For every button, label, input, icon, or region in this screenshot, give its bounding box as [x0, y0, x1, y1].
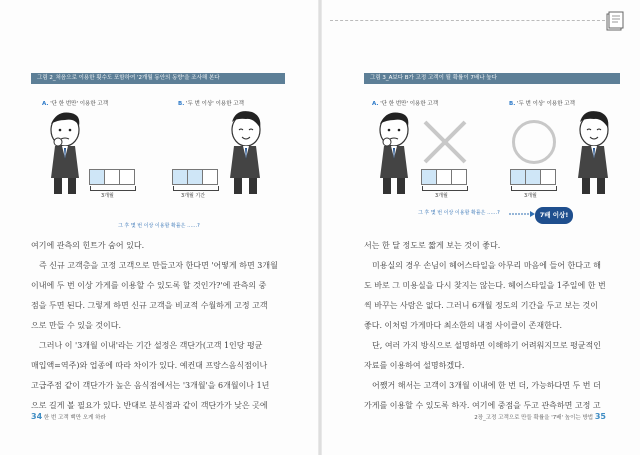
pane-b-tag: B.	[509, 101, 516, 107]
text-line: 점을 두면 된다. 그렇게 하면 신규 고객을 비교적 수월하게 고정 고객	[31, 301, 268, 310]
right-footer	[474, 412, 606, 421]
thinking-man-illustration	[374, 108, 419, 196]
pane-a-text: '단 한 번만' 이용한 고객	[380, 101, 439, 107]
month-cell	[421, 169, 437, 185]
bracket-a	[422, 186, 468, 191]
month-cell	[510, 169, 526, 185]
caption-3-months: 3개월	[524, 193, 537, 199]
month-cell	[119, 169, 135, 185]
text-line: 어쨌거 해서는 고객이 3개월 이내에 한 번 더, 가능하다면 두 번 더	[372, 381, 601, 390]
cross-mark-icon	[421, 118, 469, 166]
text-line: 단, 여러 가지 방식으로 설명하면 이해하기 어려워지므로 평균적인	[372, 341, 601, 350]
text-line: 서는 한 달 정도로 짧게 보는 것이 좋다.	[364, 241, 501, 250]
left-footer	[31, 412, 106, 421]
pane-a-text: '단 한 번만' 이용한 고객	[50, 101, 109, 107]
text-line: 좋다. 이처럼 가게마다 최소한의 내점 사이클이 존재한다.	[364, 321, 563, 330]
page-number: 34	[31, 412, 43, 421]
month-cell	[89, 169, 105, 185]
month-cell	[187, 169, 203, 185]
text-line: 으로 길게 볼 필요가 있다. 반대로 분식점과 같이 객단가가 낮은 곳에	[31, 401, 268, 410]
month-cell	[525, 169, 541, 185]
text-line: 가게를 이용할 수 있도록 하자. 여기에 중점을 두고 관측하면 고정 고	[364, 401, 601, 410]
page-number: 35	[594, 412, 606, 421]
text-line: 이내에 두 번 이상 가게를 이용할 수 있도록 할 것인가?'에 관측의 중	[31, 281, 267, 290]
figure-question: 그 후 몇 번 이상 이용할 확률은 ……?	[418, 210, 500, 216]
text-line: 씩 바꾸는 사람은 없다. 그러니 6개월 정도의 기간을 두고 보는 것이	[364, 301, 598, 310]
pane-a-tag: A.	[42, 101, 49, 107]
running-title: 한 번 고객 백만 오게 하라	[43, 415, 106, 421]
seven-times-badge: 7배 이상!	[535, 207, 573, 224]
thinking-man-illustration	[45, 108, 90, 196]
top-dashed-rule	[330, 20, 605, 21]
caption-3-month-period: 3개월 기간	[181, 193, 206, 199]
pane-b-text: '두 번 이상' 이용한 고객	[517, 101, 575, 107]
caption-3-months: 3개월	[101, 193, 114, 199]
month-grid-a	[90, 169, 135, 185]
text-line: 으로 만들 수 있을 것이다.	[31, 321, 121, 330]
pane-a-label	[42, 99, 108, 107]
pane-b-tag: B.	[178, 101, 185, 107]
month-cell	[104, 169, 120, 185]
left-body-text	[31, 236, 287, 416]
circle-mark-icon	[512, 120, 556, 164]
month-grid-b	[511, 169, 556, 185]
month-grid-b	[173, 169, 218, 185]
pane-a-label	[372, 99, 438, 107]
smiling-man-illustration	[570, 108, 615, 196]
figure-question: 그 후 몇 번 이상 이용할 확률은 ……?	[118, 223, 200, 229]
book-stack-icon	[605, 10, 625, 32]
bracket-a	[90, 186, 136, 191]
month-cell	[436, 169, 452, 185]
text-line: 그러나 이 '3개월 이내'라는 기간 설정은 객단가(고객 1인당 평균	[39, 341, 263, 350]
month-cell	[540, 169, 556, 185]
pane-b-text: '두 번 이상' 이용한 고객	[186, 101, 244, 107]
right-body-text	[364, 236, 620, 416]
pane-b-label	[178, 99, 244, 107]
text-line: 매입액=역주)와 업종에 따라 차이가 있다. 예컨대 프랑스음식점이나	[31, 361, 268, 370]
month-cell	[202, 169, 218, 185]
text-line: 고급주점 같이 객단가가 높은 음식점에서는 '3개월'을 6개월이나 1년	[31, 381, 270, 390]
bracket-b	[511, 186, 557, 191]
text-line: 미용실의 경우 손님이 헤어스타일을 아무리 마음에 들어 한다고 해	[372, 261, 601, 270]
caption-3-months: 3개월	[435, 193, 448, 199]
pane-a-tag: A.	[372, 101, 379, 107]
month-cell	[172, 169, 188, 185]
arrow-icon	[509, 210, 536, 218]
text-line: 여기에 관측의 힌트가 숨어 있다.	[31, 241, 145, 250]
month-cell	[451, 169, 467, 185]
figure-title: 그림 3_A보다 B가 고정 고객이 될 확률이 7배나 높다	[364, 73, 620, 84]
book-gutter	[318, 0, 322, 455]
bracket-b	[173, 186, 219, 191]
pane-b-label	[509, 99, 575, 107]
figure-title: 그림 2_처음으로 이용한 횟수도 포함하여 '2개월 동안의 동향'을 조사해 본다	[31, 73, 285, 84]
running-title: 2장_고정 고객으로 만들 확률을 '7배' 높이는 방법	[474, 415, 594, 421]
smiling-man-illustration	[222, 108, 267, 196]
month-grid-a	[422, 169, 467, 185]
text-line: 도 바로 그 미용실을 다시 찾지는 않는다. 헤어스타일을 1주일에 한 번	[364, 281, 606, 290]
text-line: 자료를 이용하여 설명하겠다.	[364, 361, 465, 370]
text-line: 즉 신규 고객층을 고정 고객으로 만들고자 한다면 '어떻게 하면 3개월	[39, 261, 278, 270]
